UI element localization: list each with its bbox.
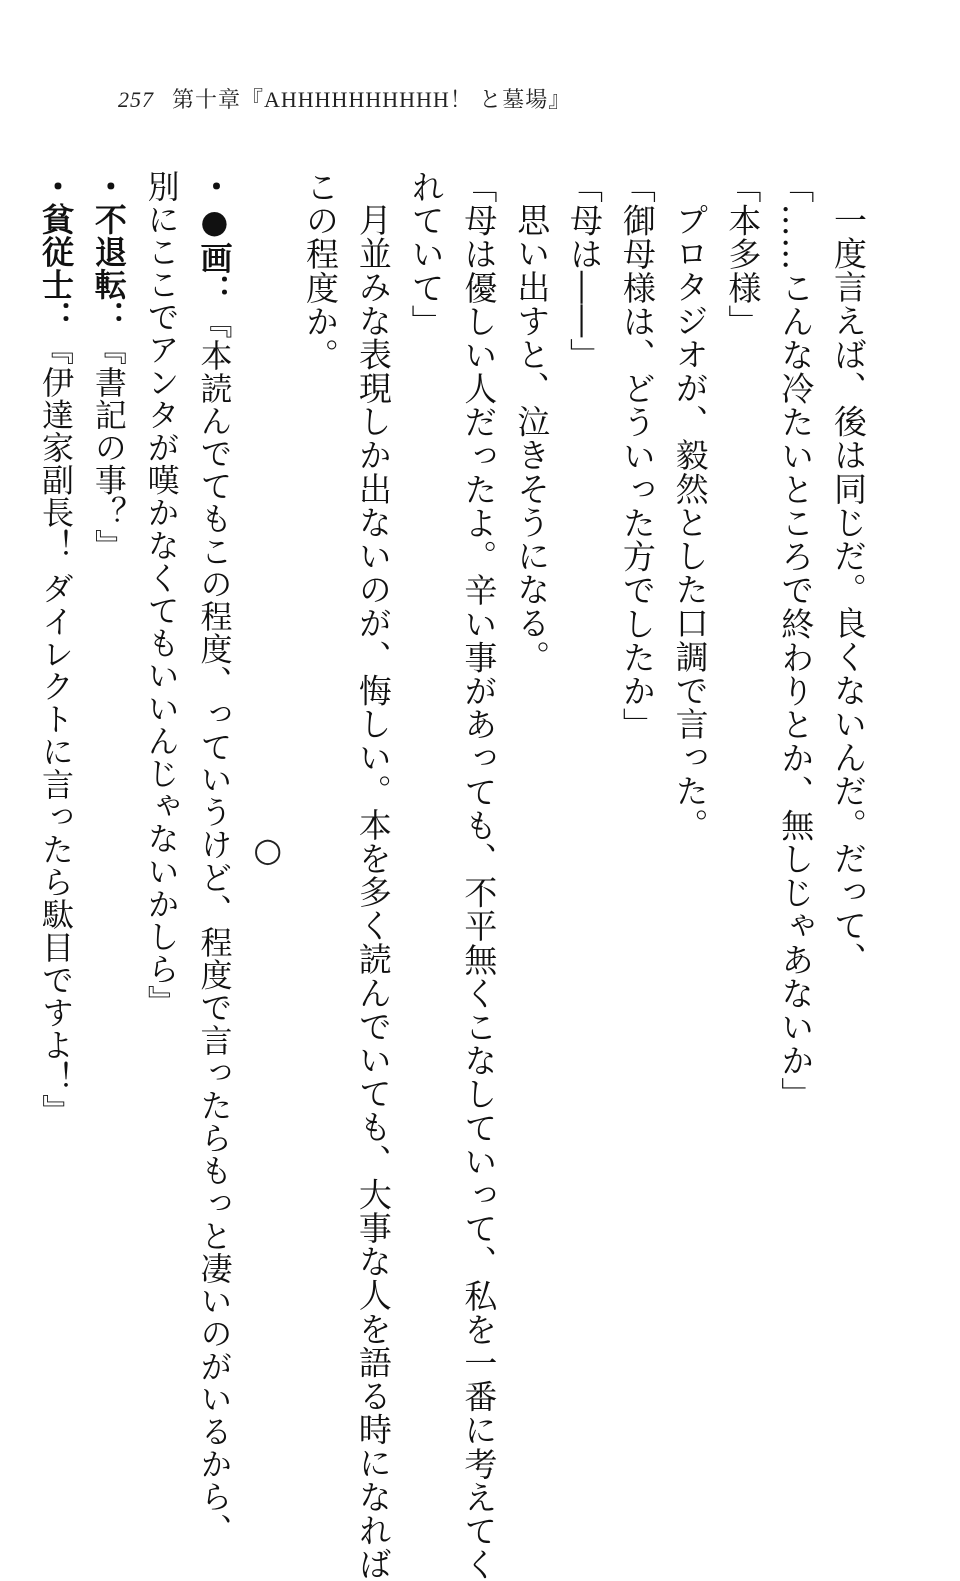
body-line: この程度か。 — [301, 170, 341, 372]
page-number: 257 — [118, 87, 154, 112]
comment-line — [29, 170, 82, 1300]
body-line: 「御母様は、どういった方でしたか」 — [617, 170, 657, 742]
comment-text: 『書記の事？』 — [89, 333, 128, 562]
speaker-colon: ： — [37, 300, 76, 334]
comment-line — [188, 170, 241, 1546]
body-line: プロタジオが、毅然とした口調で言った。 — [670, 203, 710, 842]
comment-text: 『本読んでてもこの程度、っていうけど、程度で言ったらもっと凄いのがいるから、 — [195, 306, 234, 1546]
vertical-body-text — [29, 170, 874, 1581]
comment-line — [82, 170, 135, 1300]
body-line: 思い出すと、泣きそうになる。 — [512, 203, 552, 674]
comment-bullet: ・ — [37, 170, 76, 203]
section-separator — [240, 170, 293, 1300]
speaker-colon: ： — [89, 300, 128, 334]
speaker-name: 貧従士 — [37, 202, 76, 301]
body-line: 「本多様」 — [723, 170, 763, 338]
speaker-name: 不退転 — [89, 202, 128, 301]
body-line: 「……こんな冷たいところで終わりとか、無しじゃあないか」 — [776, 170, 816, 1111]
body-line: 月並みな表現しか出ないのが、悔しい。本を多く読んでいても、大事な人を語る時になれば — [353, 203, 393, 1581]
separator-circle: ○ — [248, 830, 288, 870]
page-header — [118, 83, 571, 114]
body-line: 「母は優しい人だったよ。辛い事があっても、不平無くこなしていって、私を一番に考えてく — [459, 170, 499, 1581]
comment-text: 別にここでアンタが嘆かなくてもいいんじゃないかしら』 — [142, 170, 181, 1018]
chapter-title: 第十章『AHHHHHHHHHH！ と墓場』 — [172, 87, 572, 112]
comment-bullet: ・ — [89, 170, 128, 203]
body-line: 一度言えば、後は同じだ。良くないんだ。だって、 — [829, 203, 868, 976]
comment-line — [135, 170, 188, 1300]
body-line: れていて」 — [406, 170, 446, 338]
comment-bullet: ・● — [195, 170, 234, 242]
speaker-colon: ： — [195, 273, 234, 307]
speaker-name: 画 — [195, 241, 234, 274]
body-line: 「母は――」 — [565, 170, 605, 372]
comment-text: 『伊達家副長！ ダイレクトに言ったら駄目ですよ！』 — [37, 333, 76, 1127]
